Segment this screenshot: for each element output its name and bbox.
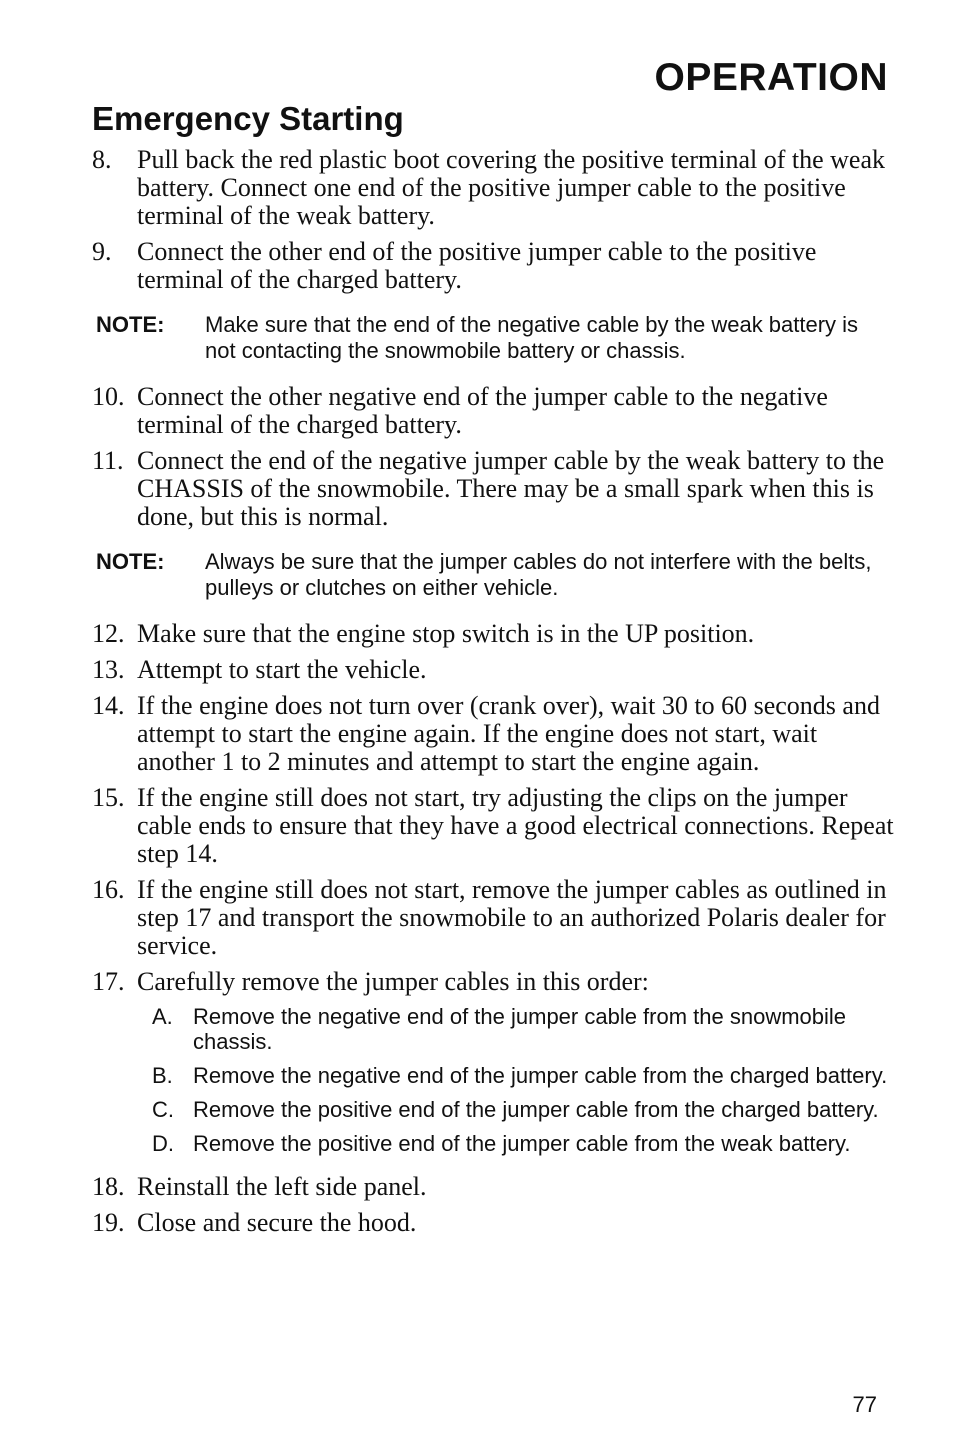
step-10	[0, 383, 954, 439]
step-18	[0, 1173, 954, 1201]
step-text: Close and secure the hood.	[137, 1208, 417, 1237]
step-text: Pull back the red plastic boot covering the positive terminal of the weak battery. Connect one end of the positive jumper cable to the positive terminal of the weak battery.	[137, 145, 886, 230]
substep-c	[0, 1097, 954, 1122]
step-11	[0, 447, 954, 531]
step-text: Connect the other negative end of the jumper cable to the negative terminal of the charged battery.	[137, 382, 828, 439]
step-8	[0, 146, 954, 230]
note-negative-cable	[0, 312, 954, 364]
substep-text: Remove the negative end of the jumper cable from the charged battery.	[193, 1063, 888, 1088]
section-title: OPERATION	[654, 56, 888, 99]
substep-text: Remove the negative end of the jumper cable from the snowmobile chassis.	[193, 1004, 847, 1054]
substep-letter: C.	[152, 1097, 174, 1122]
substep-list	[0, 1004, 954, 1156]
substep-letter: A.	[152, 1004, 173, 1029]
substep-a	[0, 1004, 954, 1054]
substep-d	[0, 1131, 954, 1156]
note-text: Always be sure that the jumper cables do not interfere with the belts, pulleys or clutches on either vehicle.	[205, 549, 872, 600]
step-number: 8.	[92, 145, 112, 174]
step-9	[0, 238, 954, 294]
substep-text: Remove the positive end of the jumper cable from the weak battery.	[193, 1131, 851, 1156]
step-number: 11.	[92, 446, 124, 475]
step-number: 18.	[92, 1172, 125, 1201]
step-12	[0, 620, 954, 648]
note-text: Make sure that the end of the negative cable by the weak battery is not contacting the snowmobile battery or chassis.	[205, 312, 859, 363]
step-text: Make sure that the engine stop switch is in the UP position.	[137, 619, 755, 648]
step-text: Carefully remove the jumper cables in this order:	[137, 967, 649, 996]
step-text: Attempt to start the vehicle.	[137, 655, 427, 684]
step-number: 16.	[92, 875, 125, 904]
step-13	[0, 656, 954, 684]
step-number: 17.	[92, 967, 125, 996]
step-text: Connect the end of the negative jumper cable by the weak battery to the CHASSIS of the snowmobile. There may be a small spark when this is done, but this is normal.	[137, 446, 885, 531]
substep-letter: D.	[152, 1131, 174, 1156]
step-number: 14.	[92, 691, 125, 720]
note-label: NOTE:	[96, 312, 165, 337]
instructions	[0, 146, 954, 1245]
note-jumper-cables	[0, 549, 954, 601]
substep-letter: B.	[152, 1063, 173, 1088]
step-text: If the engine still does not start, try adjusting the clips on the jumper cable ends to ensure that they have a good electrical connections. Repeat step 14.	[137, 783, 894, 868]
step-number: 19.	[92, 1208, 125, 1237]
substep-b	[0, 1063, 954, 1088]
step-19	[0, 1209, 954, 1237]
step-number: 10.	[92, 382, 125, 411]
step-17	[0, 968, 954, 996]
step-text: If the engine still does not start, remove the jumper cables as outlined in step 17 and transport the snowmobile to an authorized Polaris dealer for service.	[137, 875, 887, 960]
step-number: 12.	[92, 619, 125, 648]
substep-text: Remove the positive end of the jumper cable from the charged battery.	[193, 1097, 879, 1122]
step-16	[0, 876, 954, 960]
step-number: 15.	[92, 783, 125, 812]
step-15	[0, 784, 954, 868]
page-number: 77	[852, 1392, 877, 1417]
note-label: NOTE:	[96, 549, 165, 574]
step-text: Reinstall the left side panel.	[137, 1172, 427, 1201]
subsection-title: Emergency Starting	[92, 100, 404, 137]
step-14	[0, 692, 954, 776]
step-number: 13.	[92, 655, 125, 684]
step-text: Connect the other end of the positive jumper cable to the positive terminal of the charged battery.	[137, 237, 817, 294]
step-text: If the engine does not turn over (crank over), wait 30 to 60 seconds and attempt to start the engine again. If the engine does not start, wait another 1 to 2 minutes and attempt to start the engine again.	[137, 691, 880, 776]
step-number: 9.	[92, 237, 112, 266]
